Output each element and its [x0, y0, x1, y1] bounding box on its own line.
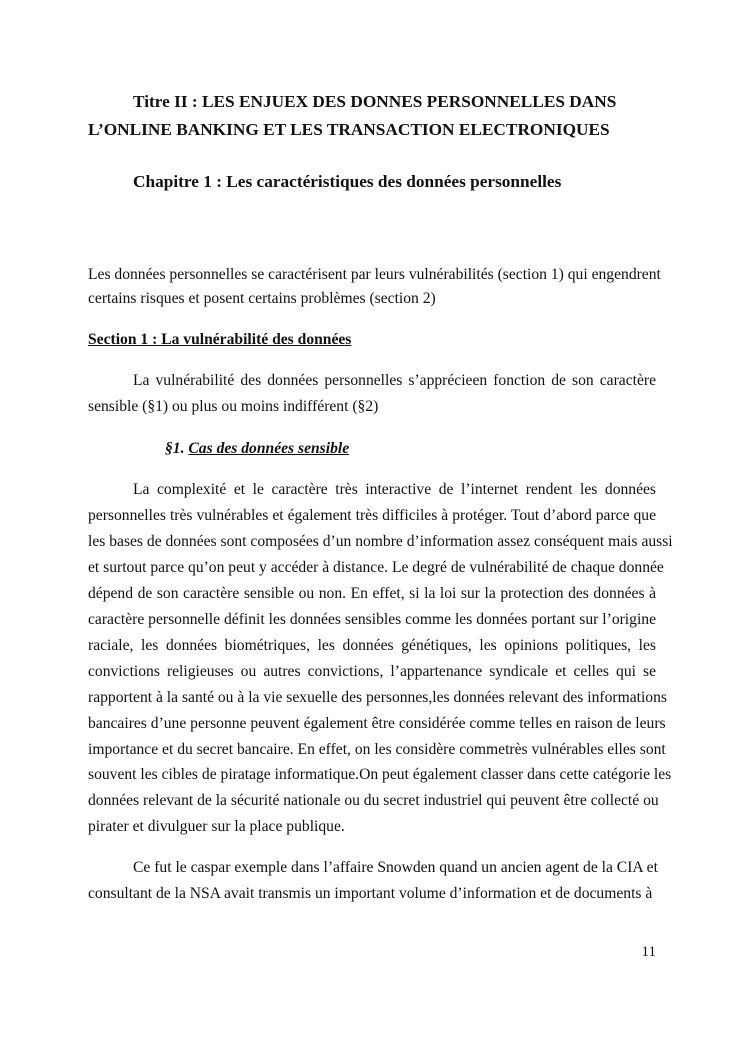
body-line: dépend de son caractère sensible ou non. En effet, si la loi sur la protection des données à — [88, 585, 656, 602]
body-line: données relevant de la sécurité nationale ou du secret industriel qui peuvent être collecté ou — [88, 792, 659, 809]
body-line: souvent les cibles de piratage informatique.On peut également classer dans cette catégorie les — [88, 766, 672, 783]
body-line: personnelles très vulnérables et également très difficiles à protéger. Tout d’abord parce que — [88, 507, 656, 524]
page-number: 11 — [641, 944, 656, 960]
title-line: L’ONLINE BANKING ET LES TRANSACTION ELECTRONIQUES — [88, 120, 610, 139]
intro-line: certains risques et posent certains problèmes (section 2) — [88, 290, 436, 307]
paragraph-heading — [165, 438, 565, 460]
body-line: les bases de données sont composées d’un nombre d’information assez conséquent mais aussi — [88, 533, 673, 550]
title-line: Titre II : LES ENJUEX DES DONNES PERSONNELLES DANS — [133, 92, 617, 111]
body-line: bancaires d’une personne peuvent également être considérée comme telles en raison de leurs — [88, 715, 666, 732]
body-line: raciale, les données biométriques, les données génétiques, les opinions politiques, les — [88, 637, 656, 654]
body-line: pirater et divulguer sur la place publique. — [88, 818, 345, 835]
body-line: caractère personnelle définit les données sensibles comme les données portant sur l’origine — [88, 611, 656, 628]
section-heading: Section 1 : La vulnérabilité des données — [88, 331, 352, 348]
body-line: rapportent à la santé ou à la vie sexuelle des personnes,les données relevant des informations — [88, 689, 667, 706]
body-line: consultant de la NSA avait transmis un important volume d’information et de documents à — [88, 885, 653, 902]
section-intro-line: sensible (§1) ou plus ou moins indifférent (§2) — [88, 398, 379, 415]
chapter-heading: Chapitre 1 : Les caractéristiques des données personnelles — [133, 172, 562, 191]
paragraph-number: §1. — [165, 440, 185, 457]
intro-line: Les données personnelles se caractérisent par leurs vulnérabilités (section 1) qui engendrent — [88, 266, 661, 283]
section-intro-line: La vulnérabilité des données personnelles s’apprécieen fonction de son caractère — [133, 372, 656, 389]
body-line: et surtout parce qu’on peut y accéder à distance. Le degré de vulnérabilité de chaque donnée — [88, 559, 664, 576]
body-line: importance et du secret bancaire. En effet, on les considère commetrès vulnérables elles sont — [88, 741, 666, 758]
body-line: convictions religieuses ou autres convictions, l’appartenance syndicale et celles qui se — [88, 663, 656, 680]
body-line: Ce fut le caspar exemple dans l’affaire Snowden quand un ancien agent de la CIA et — [133, 859, 658, 876]
body-line: La complexité et le caractère très interactive de l’internet rendent les données — [133, 481, 656, 498]
paragraph-title: Cas des données sensible — [188, 440, 350, 457]
